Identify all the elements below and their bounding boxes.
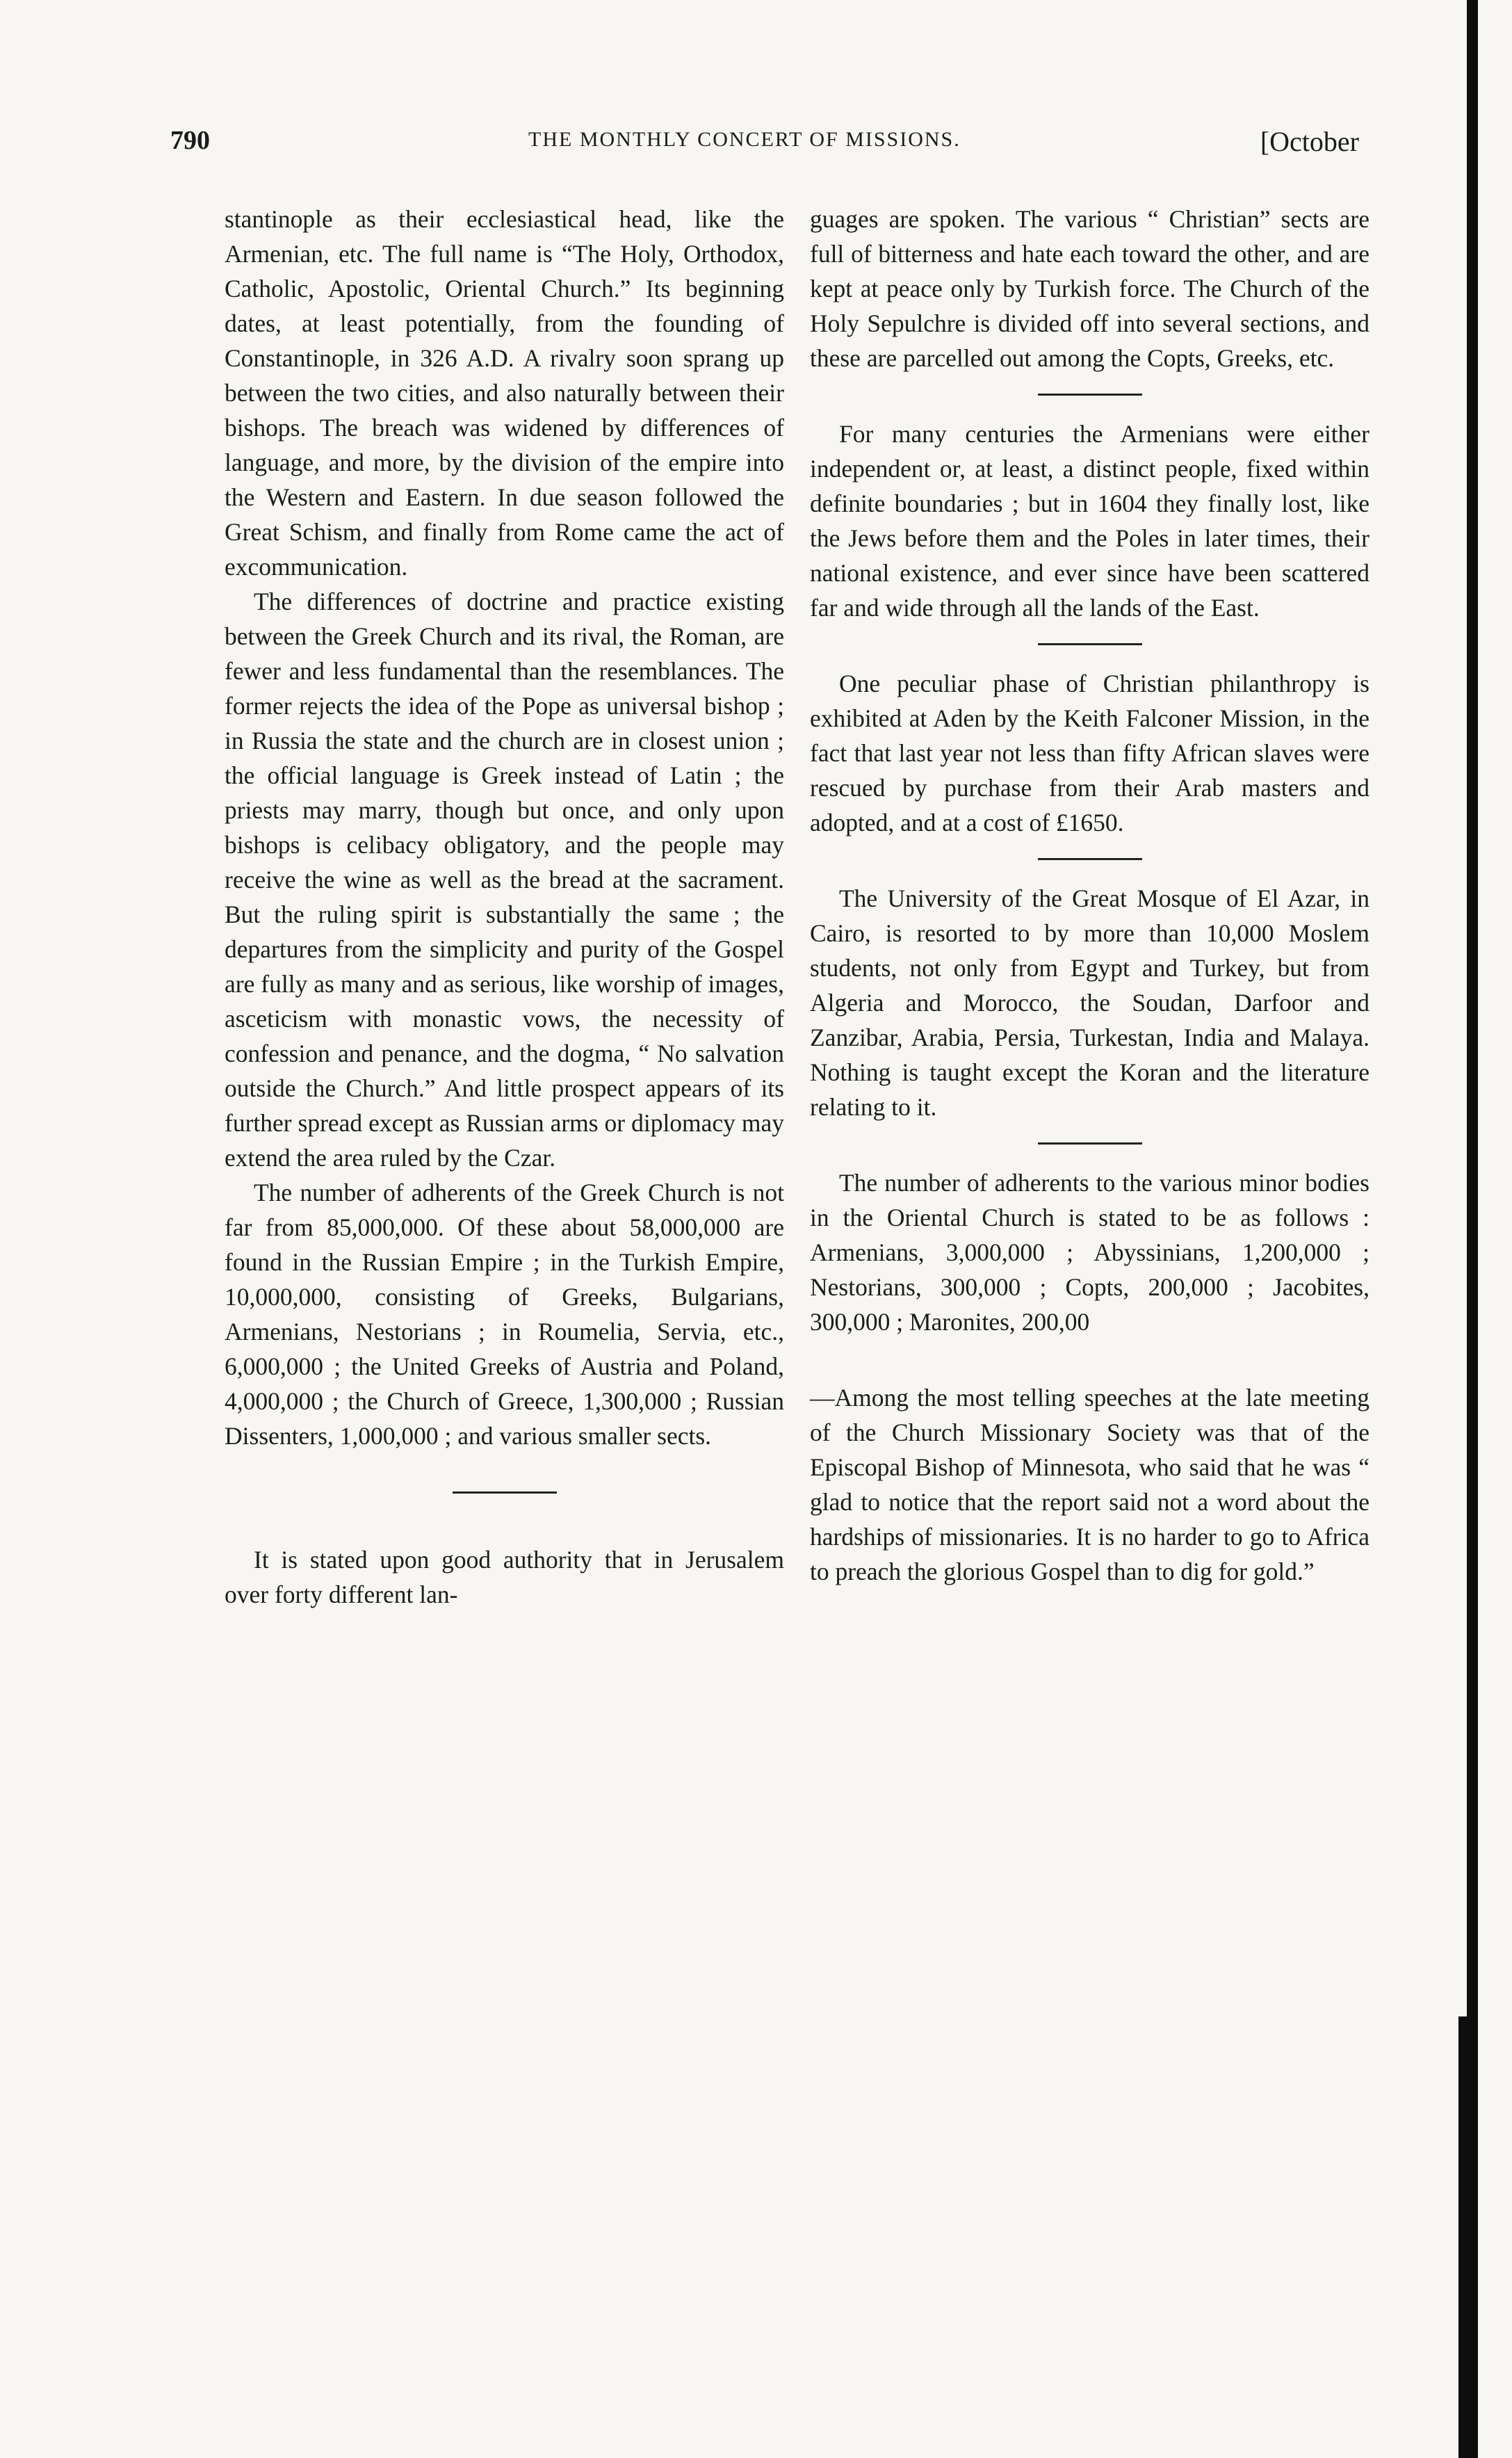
binding-edge-shadow-bottom	[1458, 2016, 1478, 2458]
right-column	[810, 202, 1369, 1589]
paragraph-christian-sects: guages are spoken. The various “ Christian” sects are full of bitterness and hate each toward the other, and are kept at peace only by Turkish force. The Church of the Holy Sepulchre is divided off into several sections, and these are parcelled out among the Copts, Greeks, etc.	[810, 205, 1369, 372]
section-spacer	[1038, 1357, 1142, 1359]
paragraph-armenians: For many centuries the Armenians were either independent or, at least, a distinct people, fixed within definite boundaries ; but in 1604 they finally lost, like the Jews before them and the Poles in later times, their national existence, and ever since have been scattered far and wide through all the lands of the East.	[810, 420, 1369, 622]
paragraph-el-azar-mosque: The University of the Great Mosque of El Azar, in Cairo, is resorted to by more than 10,000 Moslem students, not only from Egypt and Turkey, but from Algeria and Morocco, the Soudan, Darfoor and Zanzibar, Arabia, Persia, Turkestan, India and Malaya. Nothing is taught except the Koran and the literature relating to it.	[810, 884, 1369, 1121]
page-number: 790	[170, 126, 210, 155]
paragraph-doctrine-differences: The differences of doctrine and practice existing between the Greek Church and its rival, the Roman, are fewer and less fundamental than the resemblances. The former rejects the idea of the Pope as universal bishop ; in Russia the state and the church are in closest union ; the official language is Greek instead of Latin ; the priests may marry, though but once, and only upon bishops is celibacy obligatory, and the people may receive the wine as well as the bread at the sacrament. But the ruling spirit is substantially the same ; the departures from the simplicity and purity of the Gospel are fully as many and as serious, like worship of images, asceticism with monastic vows, the necessity of confession and penance, and the dogma, “ No salvation outside the Church.” And little prospect appears of its further spread except as Russian arms or diplomacy may extend the area ruled by the Czar.	[225, 588, 784, 1172]
section-divider	[453, 1491, 557, 1494]
section-divider	[1038, 394, 1142, 396]
section-divider	[1038, 1142, 1142, 1145]
section-divider	[1038, 858, 1142, 860]
paragraph-oriental-church-adherents: The number of adherents to the various minor bodies in the Oriental Church is stated to be as follows : Armenians, 3,000,000 ; Abyssinians, 1,200,000 ; Nestorians, 300,000 ; Copts, 200,000 ; Jacobites, 300,000 ; Maronites, 200,00	[810, 1169, 1369, 1336]
running-title: THE MONTHLY CONCERT OF MISSIONS.	[528, 128, 961, 151]
paragraph-greek-church-origin: stantinople as their ecclesiastical head, like the Armenian, etc. The full name is “The Holy, Orthodox, Catholic, Apostolic, Oriental Church.” Its beginning dates, at least potentially, from the founding of Constantinople, in 326 A.D. A rivalry soon sprang up between the two cities, and also naturally between their bishops. The breach was widened by differences of language, and more, by the division of the empire into the Western and Eastern. In due season followed the Great Schism, and finally from Rome came the act of excommunication.	[225, 205, 784, 581]
page-header	[170, 125, 1359, 167]
left-column	[225, 202, 784, 1612]
running-month: [October	[1260, 126, 1359, 157]
paragraph-minnesota-bishop: —Among the most telling speeches at the late meeting of the Church Missionary Society was that of the Episcopal Bishop of Minnesota, who said that he was “ glad to notice that the report said not a word about the hardships of missionaries. It is no harder to go to Africa to preach the glorious Gospel than to dig for gold.”	[810, 1384, 1369, 1585]
paragraph-greek-adherents: The number of adherents of the Greek Church is not far from 85,000,000. Of these about 58,000,000 are found in the Russian Empire ; in the Turkish Empire, 10,000,000, consisting of Greeks, Bulgarians, Armenians, Nestorians ; in Roumelia, Servia, etc., 6,000,000 ; the United Greeks of Austria and Poland, 4,000,000 ; the Church of Greece, 1,300,000 ; Russian Dissenters, 1,000,000 ; and various smaller sects.	[225, 1179, 784, 1450]
paragraph-aden-mission: One peculiar phase of Christian philanthropy is exhibited at Aden by the Keith Falconer Mission, in the fact that last year not less than fifty African slaves were rescued by purchase from their Arab masters and adopted, and at a cost of £1650.	[810, 670, 1369, 836]
paragraph-jerusalem-languages: It is stated upon good authority that in Jerusalem over forty different lan-	[225, 1546, 784, 1608]
section-divider	[1038, 643, 1142, 645]
